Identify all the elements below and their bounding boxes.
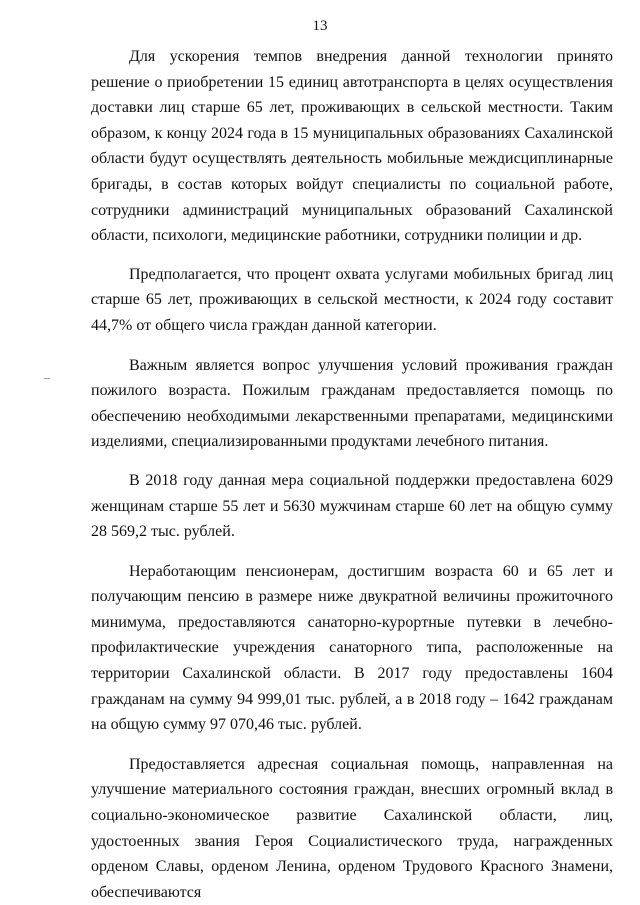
paragraph-targeted-assistance: Предоставляется адресная социальная помощь, направленная на улучшение материального состояния граждан, внесших огромный вклад в социально-экономическое развитие Сахалинской области, лиц, удостоенных звания Героя Социалистического труда, награжденных орденом Славы, орденом Ленина, орденом Трудового Красного Знамени, обеспечиваются — [91, 755, 613, 901]
paragraph-sanatorium-vouchers: Неработающим пенсионерам, достигшим возраста 60 и 65 лет и получающим пенсию в размере ниже двукратной величины прожиточного минимума, предоставляются санаторно-курортные путевки в лечебно-профилактические учреждения санаторного типа, расположенные на территории Сахалинской области. В 2017 году предоставлены 1604 гражданам на сумму 94 999,01 тыс. рублей, а в 2018 году – 1642 гражданам на общую сумму 97 070,46 тыс. рублей. — [91, 562, 613, 734]
paragraph-living-conditions: Важным является вопрос улучшения условий проживания граждан пожилого возраста. Пожилым гражданам предоставляется помощь по обеспечению необходимыми лекарственными препаратами, медицинскими изделиями, специализированными продуктами лечебного питания. — [91, 356, 613, 451]
paragraph-coverage-forecast: Предполагается, что процент охвата услугами мобильных бригад лиц старше 65 лет, проживающих в сельской местности, к 2024 году составит 44,7% от общего числа граждан данной категории. — [91, 265, 613, 334]
margin-mark — [44, 378, 50, 379]
paragraph-2018-support: В 2018 году данная мера социальной поддержки предоставлена 6029 женщинам старше 55 лет и 5630 мужчинам старше 60 лет на общую сумму 28 569,2 тыс. рублей. — [91, 471, 613, 541]
document-body — [91, 44, 613, 905]
page-number: 13 — [312, 18, 328, 34]
paragraph-mobile-brigades: Для ускорения темпов внедрения данной технологии принято решение о приобретении 15 единиц автотранспорта в целях осуществления доставки лиц старше 65 лет, проживающих в сельской местности. Таким образом, к концу 2024 года в 15 муниципальных образованиях Сахалинской области будут осуществлять деятельность мобильные междисциплинарные бригады, в состав которых войдут специалисты по социальной работе, сотрудники администраций муниципальных образований Сахалинской области, психологи, медицинские работники, сотрудники полиции и др. — [91, 48, 613, 245]
